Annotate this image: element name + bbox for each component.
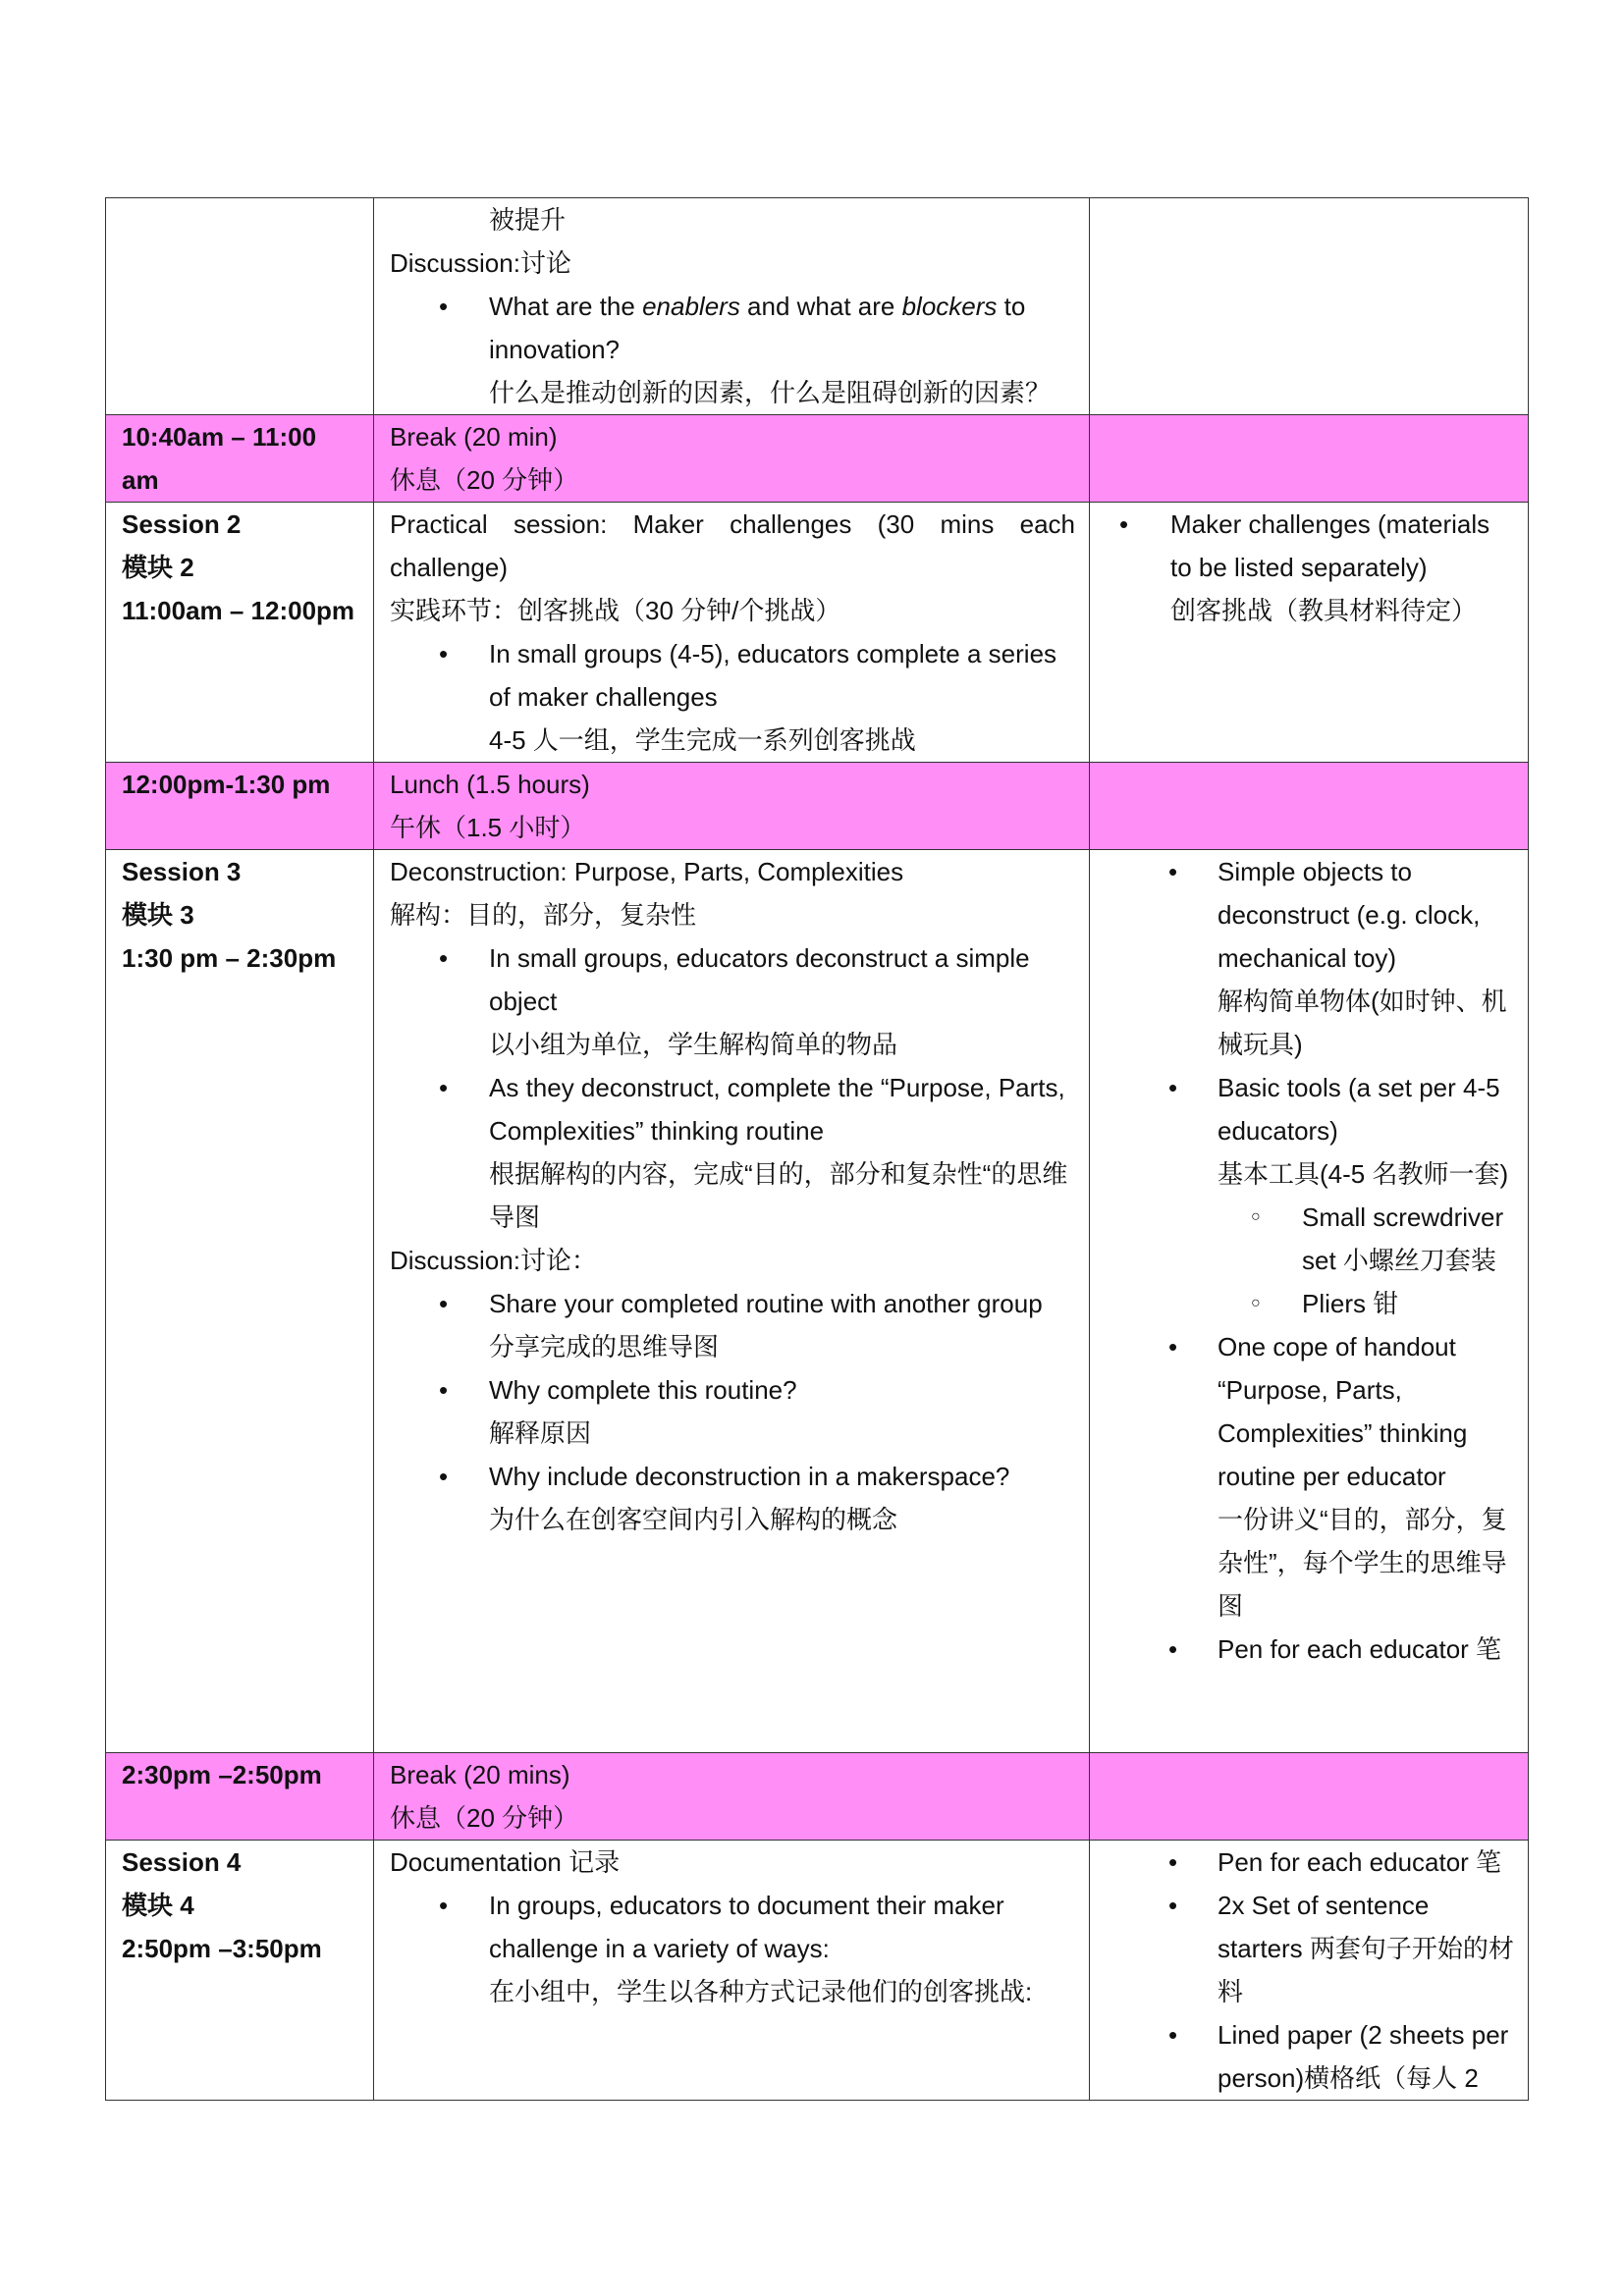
time-cell: [106, 1841, 374, 2101]
session-title: Session 3: [122, 857, 242, 886]
session-title-zh: 模块 4: [122, 1891, 194, 1920]
activity-title-zh: 解构：目的，部分，复杂性: [390, 900, 697, 930]
schedule-table: [105, 197, 1529, 2101]
discussion-heading: Discussion:讨论: [390, 248, 571, 278]
time-label: 12:00pm-1:30 pm: [122, 770, 331, 799]
session-title: Session 2: [122, 509, 242, 539]
list-item: [390, 632, 1075, 762]
material-translation: 解构简单物体(如时钟、机械玩具): [1218, 987, 1507, 1059]
time-cell: [106, 198, 374, 415]
time-cell: [106, 763, 374, 850]
material-translation: 创客挑战（教具材料待定）: [1170, 596, 1478, 625]
activity-title: Documentation 记录: [390, 1847, 621, 1877]
bullet-translation: 什么是推动创新的因素，什么是阻碍创新的因素？: [489, 378, 1052, 407]
material-translation: 一份讲义“目的，部分，复杂性”，每个学生的思维导图: [1218, 1505, 1507, 1621]
time-cell: [106, 1753, 374, 1841]
bullet-translation: 在小组中，学生以各种方式记录他们的创客挑战:: [489, 1977, 1033, 2006]
materials-cell: [1090, 850, 1529, 1753]
time-cell: [106, 415, 374, 503]
table-row: [106, 503, 1529, 763]
session-title-zh: 模块 2: [122, 553, 194, 582]
activity-cell: [374, 763, 1090, 850]
activity-cell: [374, 1841, 1090, 2101]
list-item: [390, 1368, 1075, 1455]
material-text: Maker challenges (materials to be listed separately): [1170, 509, 1490, 582]
time-label: 2:50pm –3:50pm: [122, 1934, 322, 1963]
bullet-translation: 解释原因: [489, 1418, 592, 1448]
list-item: [1106, 1841, 1514, 1884]
material-text: Pen for each educator 笔: [1218, 1634, 1502, 1664]
sub-list-item: [1106, 1282, 1514, 1325]
materials-cell: [1090, 1753, 1529, 1841]
bullet-text: Share your completed routine with another group: [489, 1289, 1043, 1318]
list-item: [1106, 1325, 1514, 1628]
activity-title-zh: 实践环节：创客挑战（30 分钟/个挑战）: [390, 596, 841, 625]
material-text: Simple objects to deconstruct (e.g. clock, mechanical toy): [1218, 857, 1481, 973]
list-item: [1106, 2013, 1514, 2100]
list-item: [390, 1066, 1075, 1239]
activity-cell: [374, 415, 1090, 503]
bullet-translation: 根据解构的内容，完成“目的，部分和复杂性“的思维导图: [489, 1159, 1068, 1232]
activity-cell: [374, 503, 1090, 763]
list-item: [1106, 850, 1514, 1066]
break-label-zh: 休息（20 分钟）: [390, 1803, 579, 1833]
materials-cell: [1090, 198, 1529, 415]
activity-text: 被提升: [489, 205, 567, 235]
bullet-text: As they deconstruct, complete the “Purpose, Parts, Complexities” thinking routine: [489, 1073, 1065, 1146]
activity-cell: [374, 850, 1090, 1753]
session-title-zh: 模块 3: [122, 900, 194, 930]
materials-cell: [1090, 763, 1529, 850]
break-label-zh: 午休（1.5 小时）: [390, 813, 586, 842]
bullet-text: and what are: [739, 292, 902, 321]
time-cell: [106, 850, 374, 1753]
time-label: 11:00am – 12:00pm: [122, 596, 355, 625]
table-row: [106, 1841, 1529, 2101]
material-text: 2x Set of sentence starters 两套句子开始的材料: [1218, 1891, 1514, 2006]
material-text: One cope of handout “Purpose, Parts, Complexities” thinking routine per educator: [1218, 1332, 1468, 1491]
break-row: [106, 415, 1529, 503]
material-text: Pen for each educator 笔: [1218, 1847, 1502, 1877]
time-label: 2:30pm –2:50pm: [122, 1760, 322, 1789]
list-item: [390, 936, 1075, 1066]
bullet-text: In small groups, educators deconstruct a simple object: [489, 943, 1030, 1016]
sub-list-item: [1106, 1196, 1514, 1282]
bullet-text: Why include deconstruction in a makerspace?: [489, 1462, 1010, 1491]
bullet-text: In small groups (4-5), educators complete a series of maker challenges: [489, 639, 1057, 712]
time-label: 10:40am – 11:00 am: [122, 422, 317, 495]
break-label: Break (20 mins): [390, 1760, 570, 1789]
break-row: [106, 763, 1529, 850]
table-row: [106, 850, 1529, 1753]
break-label: Lunch (1.5 hours): [390, 770, 590, 799]
list-item: [1106, 1066, 1514, 1325]
list-item: [1106, 503, 1514, 632]
material-translation: 基本工具(4-5 名教师一套): [1218, 1159, 1509, 1189]
bullet-text: What are the: [489, 292, 643, 321]
material-sub-text: Small screwdriver set 小螺丝刀套装: [1302, 1202, 1504, 1275]
bullet-translation: 4-5 人一组，学生完成一系列创客挑战: [489, 725, 916, 755]
time-label: 1:30 pm – 2:30pm: [122, 943, 337, 973]
bullet-emphasis: blockers: [901, 292, 998, 321]
list-item: [1106, 1884, 1514, 2013]
list-item: [390, 1455, 1075, 1541]
material-sub-text: Pliers 钳: [1302, 1289, 1399, 1318]
list-item: [390, 1884, 1075, 2013]
activity-title: Deconstruction: Purpose, Parts, Complexities: [390, 857, 904, 886]
session-title: Session 4: [122, 1847, 242, 1877]
bullet-emphasis: enablers: [642, 292, 740, 321]
discussion-heading: Discussion:讨论：: [390, 1246, 597, 1275]
bullet-translation: 分享完成的思维导图: [489, 1332, 720, 1362]
bullet-text: In groups, educators to document their maker challenge in a variety of ways:: [489, 1891, 1004, 1963]
break-label-zh: 休息（20 分钟）: [390, 465, 579, 495]
bullet-translation: 为什么在创客空间内引入解构的概念: [489, 1505, 898, 1534]
list-item: [390, 1282, 1075, 1368]
bullet-text: to innovation?: [489, 292, 1026, 364]
materials-cell: [1090, 1841, 1529, 2101]
time-cell: [106, 503, 374, 763]
table-row: [106, 198, 1529, 415]
break-row: [106, 1753, 1529, 1841]
activity-title: Practical session: Maker challenges (30 mins each challenge): [390, 509, 1075, 582]
break-label: Break (20 min): [390, 422, 558, 452]
activity-cell: [374, 198, 1090, 415]
materials-cell: [1090, 503, 1529, 763]
bullet-translation: 以小组为单位，学生解构简单的物品: [489, 1030, 898, 1059]
list-item: [1106, 1628, 1514, 1671]
materials-cell: [1090, 415, 1529, 503]
material-text: Basic tools (a set per 4-5 educators): [1218, 1073, 1500, 1146]
activity-cell: [374, 1753, 1090, 1841]
material-text: Lined paper (2 sheets per person)横格纸（每人 2: [1218, 2020, 1509, 2093]
bullet-text: Why complete this routine?: [489, 1375, 797, 1405]
list-item: [390, 285, 1075, 414]
